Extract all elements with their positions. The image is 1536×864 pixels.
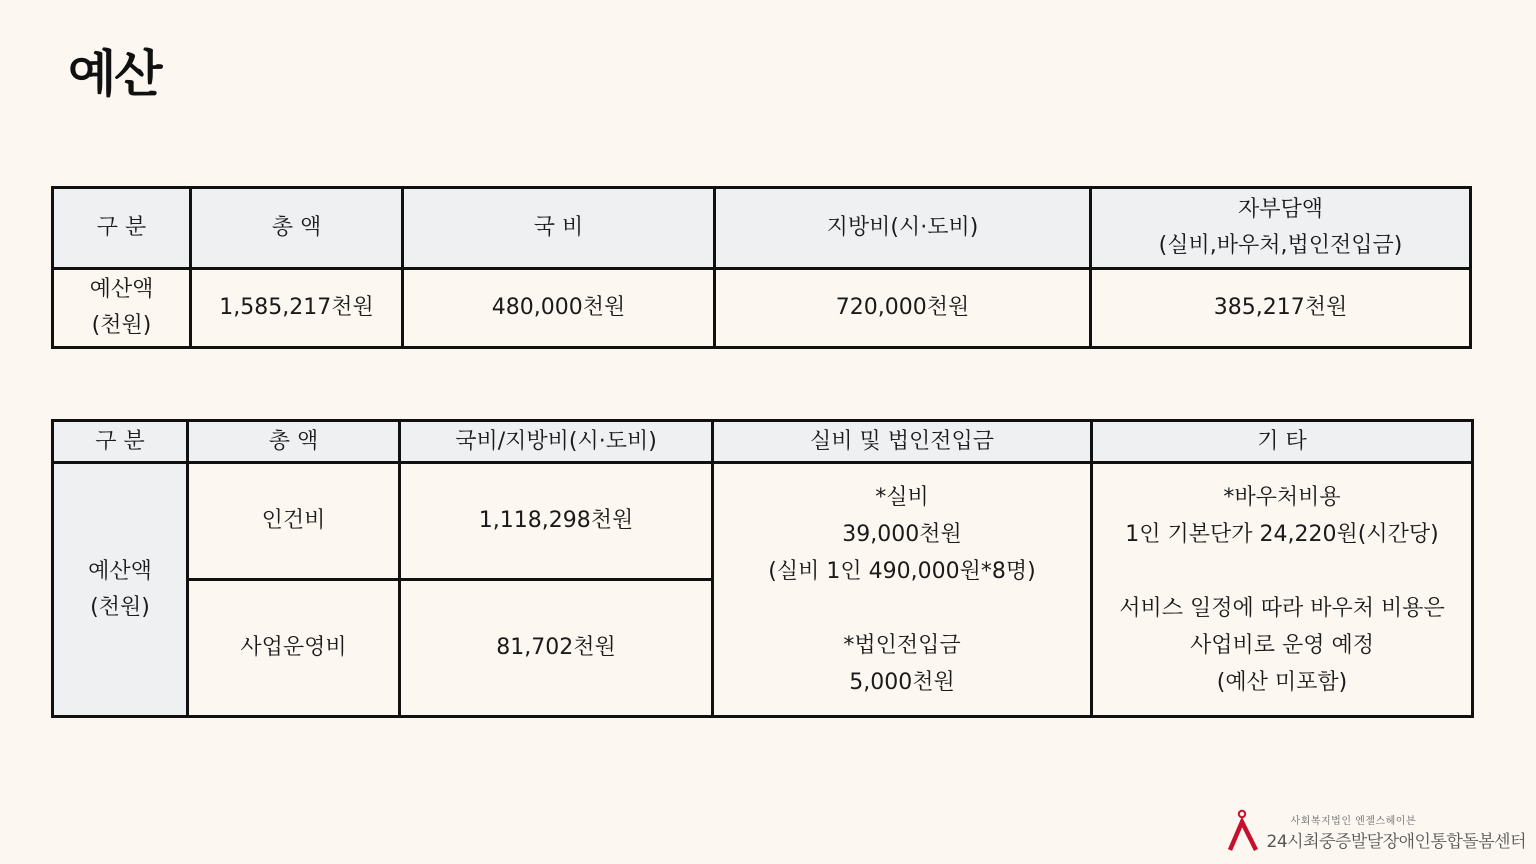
category-personnel: 인건비 — [188, 463, 400, 580]
angel-logo-icon — [1227, 808, 1261, 852]
header-etc: 기 타 — [1092, 421, 1473, 463]
etc-line: 1인 기본단가 24,220원(시간당) — [1125, 521, 1439, 547]
header-category: 구 분 — [53, 188, 191, 269]
header-silbi: 실비 및 법인전입금 — [713, 421, 1092, 463]
silbi-line: (실비 1인 490,000원*8명) — [768, 558, 1036, 584]
header-self-funded-line1: 자부담액 — [1237, 197, 1323, 222]
spacer — [1097, 553, 1467, 590]
org-name: 사회복지법인 엔젤스헤이븐 — [1290, 816, 1417, 827]
silbi-line: 5,000천원 — [849, 669, 955, 695]
silbi-line: *법인전입금 — [843, 632, 961, 658]
spacer — [718, 590, 1086, 627]
silbi-line: 39,000천원 — [842, 521, 962, 547]
header-national: 국 비 — [403, 188, 715, 269]
silbi-cell — [713, 463, 1092, 717]
row-label-line1: 예산액 — [89, 277, 154, 302]
category-operations: 사업운영비 — [188, 580, 400, 717]
row-label — [53, 269, 191, 348]
etc-line: *바우처비용 — [1223, 484, 1341, 510]
row-label-line2: (천원) — [91, 313, 152, 338]
header-category: 구 분 — [53, 421, 188, 463]
header-total: 총 액 — [191, 188, 403, 269]
local-amount: 720,000천원 — [715, 269, 1091, 348]
center-name: 24시최중증발달장애인통합돌봄센터 — [1266, 832, 1526, 852]
row-label-line1: 예산액 — [88, 558, 152, 584]
etc-cell — [1092, 463, 1473, 717]
header-self-funded — [1091, 188, 1471, 269]
table-row — [53, 269, 1471, 348]
etc-line: (예산 미포함) — [1216, 669, 1348, 695]
amount-operations: 81,702천원 — [400, 580, 713, 717]
page-title: 예산 — [68, 45, 161, 103]
header-total: 총 액 — [188, 421, 400, 463]
budget-detail-table — [51, 419, 1474, 718]
national-amount: 480,000천원 — [403, 269, 715, 348]
amount-personnel: 1,118,298천원 — [400, 463, 713, 580]
header-local: 지방비(시·도비) — [715, 188, 1091, 269]
table-header-row — [53, 421, 1473, 463]
row-label — [53, 463, 188, 717]
table-header-row — [53, 188, 1471, 269]
header-national-local: 국비/지방비(시·도비) — [400, 421, 713, 463]
row-label-line2: (천원) — [90, 594, 150, 620]
self-funded-amount: 385,217천원 — [1091, 269, 1471, 348]
etc-line: 서비스 일정에 따라 바우처 비용은 — [1119, 595, 1445, 621]
budget-summary-table — [51, 186, 1472, 349]
silbi-line: *실비 — [875, 484, 929, 510]
header-self-funded-line2: (실비,바우처,법인전입금) — [1158, 233, 1403, 258]
organization-logo — [1227, 808, 1526, 852]
table-row — [53, 463, 1473, 580]
total-amount: 1,585,217천원 — [191, 269, 403, 348]
etc-line: 사업비로 운영 예정 — [1189, 632, 1374, 658]
